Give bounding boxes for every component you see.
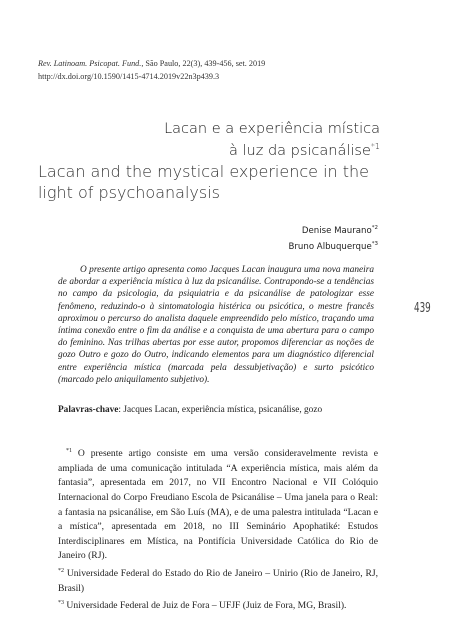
journal-details: , São Paulo, 22(3), 439-456, set. 2019 xyxy=(141,59,266,68)
footnote-1: $^{*1}$ O presente artigo consiste em uma versão consideravelmente revista e ampliada de uma comunicação intitulada “A experiência mística, mais além da fantasia”, apresentada em 2017, no VII Encontro Nacional e VII Colóquio Internacional do Corpo Freudiano Escola de Psicanálise – Uma janela para o Real: a fantasia na psicanálise, em São Luís (MA), e de uma palestra intitulada “Lacan e a mística”, apresentada em 2018, no III Seminário Apophatiké: Estudos Interdisciplinares em Mística, na Pontifícia Universidade Católica do Rio de Janeiro (RJ). xyxy=(58,448,378,562)
footnote-3: $^{*3}$ Universidade Federal de Juiz de Fora – UFJF (Juiz de Fora, MG, Brasil). xyxy=(58,600,347,612)
title-pt-line1: Lacan e a experiência mística xyxy=(164,121,380,137)
keywords-label: Palavras-chave xyxy=(58,405,119,415)
keywords-text: : Jacques Lacan, experiência mística, psicanálise, gozo xyxy=(118,405,323,415)
author-1-marker[interactable]: *2 xyxy=(371,225,378,231)
footnote-2: $^{*2}$ Universidade Federal do Estado do Rio de Janeiro – Unirio (Rio de Janeiro, RJ, Brasil) xyxy=(58,567,378,594)
title-footnote-marker[interactable]: *1 xyxy=(370,142,380,151)
footnotes xyxy=(58,444,378,614)
author-2-marker[interactable]: *3 xyxy=(371,241,378,248)
author-1: Denise Maurano$^{*2}$ xyxy=(301,225,378,236)
article-title-portuguese xyxy=(60,121,380,160)
title-pt-line2: à luz da psicanálise$^{*1}$ xyxy=(229,142,380,159)
journal-name: Rev. Latinoam. Psicopat. Fund. xyxy=(38,59,142,68)
abstract-text: O presente artigo apresenta como Jacques Lacan inaugura uma nova maneira de abordar a experiência mística à luz da psicanálise. Contrapondo-se a tendências no campo da psicologia, da psiquiatria e da psicanálise de patologizar esse fenômeno, reduzindo-o à sintomatologia histérica ou psicótica, o mestre francês aproximou o percurso do analista daquele empreendido pelo místico, traçando uma íntima conexão entre o fim da análise e a conquista de uma abertura para o campo do feminino. Nas trilhas abertas por esse autor, propomos diferenciar as noções de gozo Outro e gozo do Outro, indicando elementos para um diagnóstico diferencial entre experiência mística (marcada pela dessubjetivação) e surto psicótico (marcado pelo aniquilamento subjetivo). xyxy=(58,265,374,385)
page-number: 439 xyxy=(414,301,431,316)
authors xyxy=(289,222,379,255)
keywords xyxy=(58,404,378,416)
article-title-english: Lacan and the mystical experience in the light of psychoanalysis xyxy=(38,162,370,202)
abstract xyxy=(58,264,374,386)
citation-line xyxy=(38,58,265,71)
author-2: Bruno Albuquerque$^{*3}$ xyxy=(288,241,378,253)
doi-link[interactable]: http://dx.doi.org/10.1590/1415-4714.2019v22n3p439.3 xyxy=(38,71,220,81)
citation-block xyxy=(38,58,265,83)
